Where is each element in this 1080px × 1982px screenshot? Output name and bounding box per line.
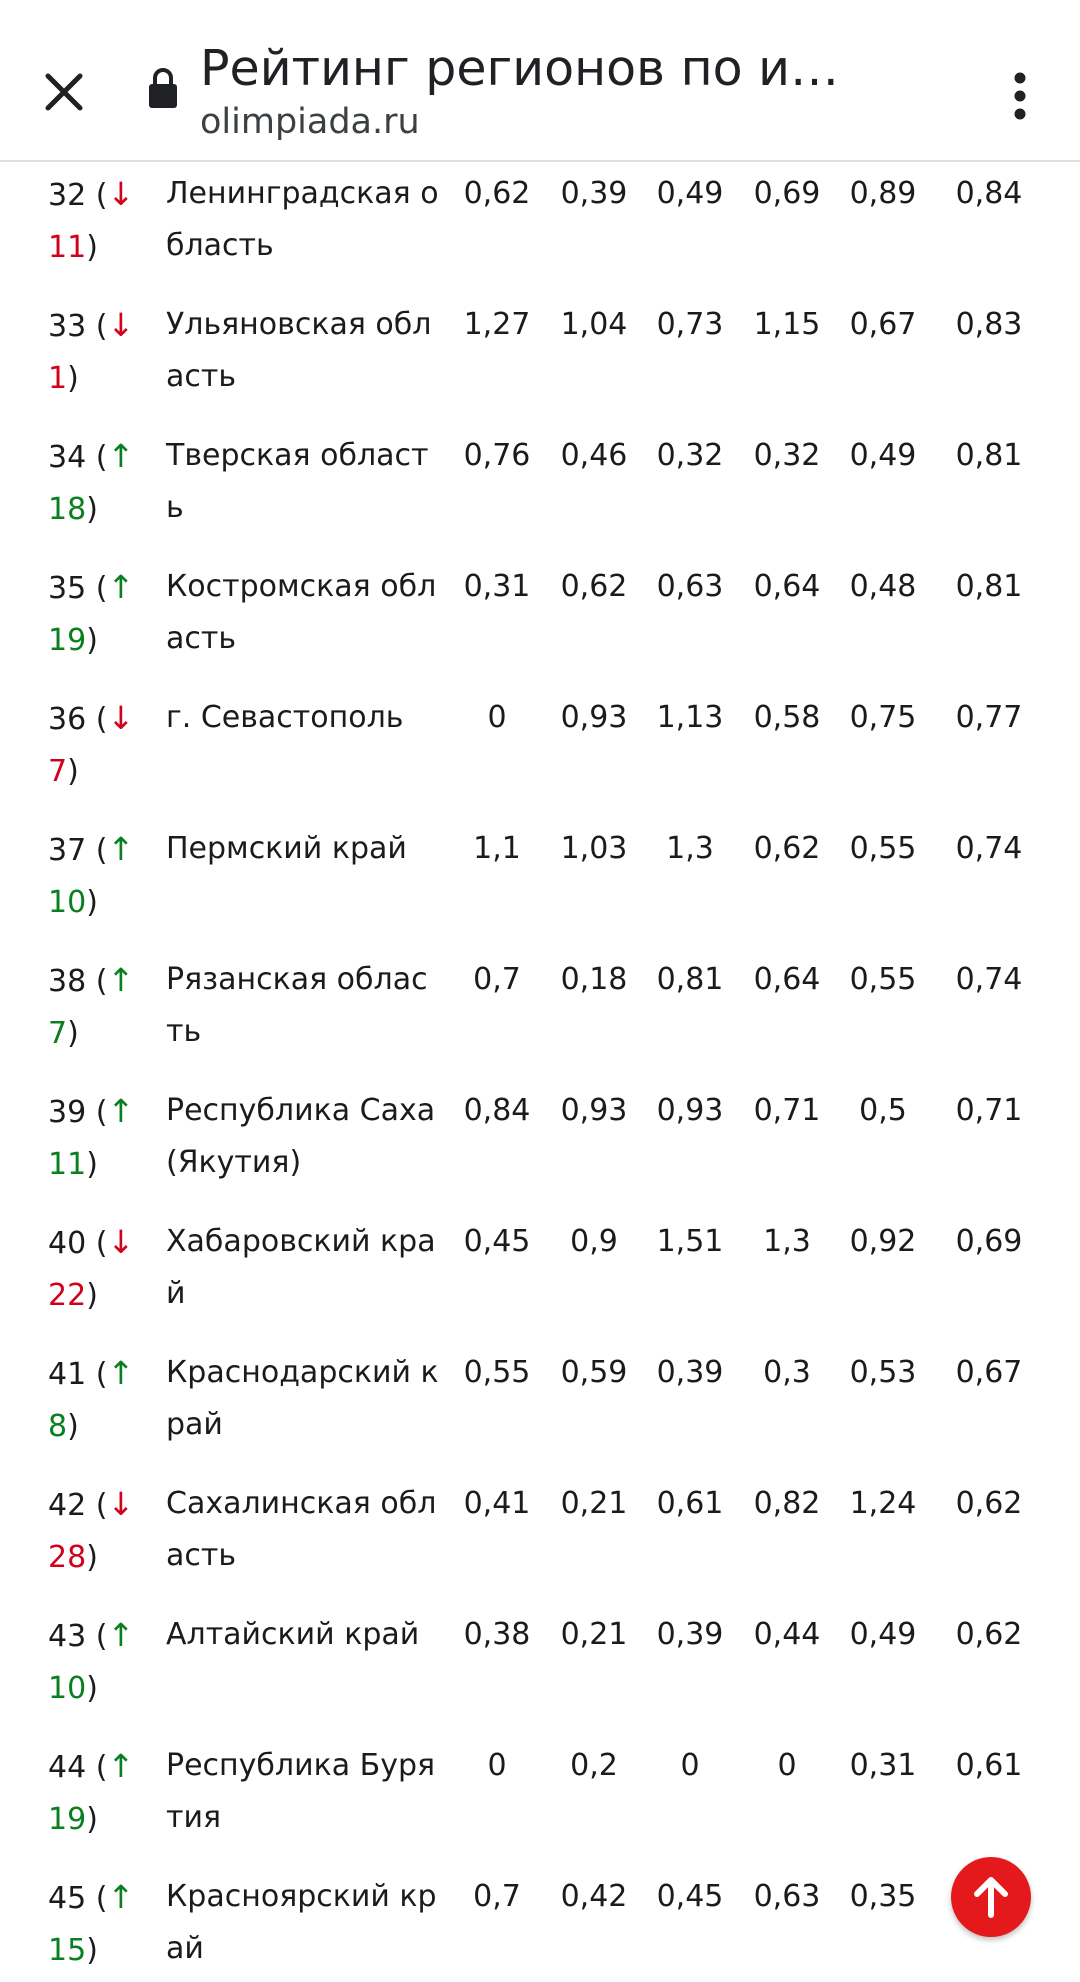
rank-cell: 37 (↑ 10) bbox=[48, 830, 135, 920]
value-cell: 0,45 bbox=[656, 1879, 724, 1914]
rank-number: 36 bbox=[48, 702, 87, 737]
arrow-down-icon: ↓ bbox=[107, 699, 135, 737]
rank-cell: 36 (↓ 7) bbox=[48, 699, 135, 789]
value-cell: 1,24 bbox=[849, 1486, 917, 1521]
value-cell: 0,61 bbox=[955, 1748, 1023, 1783]
rank-change: 22 bbox=[48, 1278, 87, 1313]
value-cell: 0,69 bbox=[753, 176, 821, 211]
rank-number: 43 bbox=[48, 1619, 87, 1654]
value-cell: 0,39 bbox=[560, 176, 628, 211]
value-cell: 0 bbox=[680, 1748, 700, 1783]
region-name: Тверская область bbox=[166, 438, 429, 525]
rank-change: 15 bbox=[48, 1933, 87, 1968]
rank-change: 28 bbox=[48, 1540, 87, 1575]
value-cell: 0,2 bbox=[570, 1748, 618, 1783]
arrow-down-icon: ↓ bbox=[107, 1485, 135, 1523]
value-cell: 1,1 bbox=[473, 831, 521, 866]
rank-number: 45 bbox=[48, 1881, 87, 1916]
rank-number: 42 bbox=[48, 1488, 87, 1523]
value-cell: 0,55 bbox=[849, 962, 917, 997]
value-cell: 1,51 bbox=[656, 1224, 724, 1259]
value-cell: 0,62 bbox=[955, 1486, 1023, 1521]
rank-change: 19 bbox=[48, 623, 87, 658]
rank-cell: 40 (↓ 22) bbox=[48, 1223, 135, 1313]
value-cell: 0,38 bbox=[463, 1617, 531, 1652]
value-cell: 0,32 bbox=[753, 438, 821, 473]
value-cell: 0,61 bbox=[656, 1486, 724, 1521]
value-cell: 0,93 bbox=[560, 700, 628, 735]
value-cell: 0,39 bbox=[656, 1355, 724, 1390]
arrow-up-icon: ↑ bbox=[107, 1354, 135, 1392]
value-cell: 0,21 bbox=[560, 1486, 628, 1521]
table-row bbox=[0, 1734, 1080, 1865]
value-cell: 0,49 bbox=[849, 1617, 917, 1652]
rank-change: 11 bbox=[48, 1147, 87, 1182]
rank-cell: 33 (↓ 1) bbox=[48, 306, 135, 396]
value-cell: 0 bbox=[487, 700, 507, 735]
rank-number: 44 bbox=[48, 1750, 87, 1785]
value-cell: 0,9 bbox=[570, 1224, 618, 1259]
value-cell: 0,89 bbox=[849, 176, 917, 211]
value-cell: 0,83 bbox=[955, 307, 1023, 342]
table-row bbox=[0, 1865, 1080, 1982]
value-cell: 0,81 bbox=[955, 438, 1023, 473]
value-cell: 0,69 bbox=[955, 1224, 1023, 1259]
value-cell: 1,13 bbox=[656, 700, 724, 735]
region-name: Рязанская область bbox=[166, 962, 428, 1049]
value-cell: 0,55 bbox=[463, 1355, 531, 1390]
rank-number: 35 bbox=[48, 571, 87, 606]
region-name: Республика Саха (Якутия) bbox=[166, 1093, 436, 1180]
value-cell: 0,55 bbox=[849, 831, 917, 866]
arrow-up-icon: ↑ bbox=[107, 1092, 135, 1130]
rank-number: 33 bbox=[48, 309, 87, 344]
table-row bbox=[0, 555, 1080, 686]
rank-cell: 32 (↓ 11) bbox=[48, 175, 135, 265]
rank-number: 39 bbox=[48, 1095, 87, 1130]
region-name: Хабаровский край bbox=[166, 1224, 436, 1311]
region-name: Ульяновская область bbox=[166, 307, 432, 394]
value-cell: 0,84 bbox=[463, 1093, 531, 1128]
value-cell: 0,82 bbox=[753, 1486, 821, 1521]
region-name: Костромская область bbox=[166, 569, 437, 656]
arrow-down-icon: ↓ bbox=[107, 1223, 135, 1261]
more-menu-button[interactable] bbox=[1000, 62, 1040, 146]
region-name: Республика Бурятия bbox=[166, 1748, 436, 1835]
value-cell: 0,18 bbox=[560, 962, 628, 997]
table-row bbox=[0, 1079, 1080, 1210]
rank-change: 10 bbox=[48, 1671, 87, 1706]
value-cell: 0,92 bbox=[849, 1224, 917, 1259]
rank-cell: 39 (↑ 11) bbox=[48, 1092, 135, 1182]
table-row bbox=[0, 1210, 1080, 1341]
value-cell: 0,77 bbox=[955, 700, 1023, 735]
rank-cell: 45 (↑ 15) bbox=[48, 1878, 135, 1968]
value-cell: 0 bbox=[487, 1748, 507, 1783]
value-cell: 0,81 bbox=[656, 962, 724, 997]
value-cell: 0,31 bbox=[463, 569, 531, 604]
value-cell: 0,59 bbox=[560, 1355, 628, 1390]
scroll-to-top-button[interactable] bbox=[951, 1857, 1031, 1937]
page-title: Рейтинг регионов по и… bbox=[200, 40, 840, 97]
value-cell: 0,62 bbox=[955, 1617, 1023, 1652]
value-cell: 1,03 bbox=[560, 831, 628, 866]
value-cell: 0,21 bbox=[560, 1617, 628, 1652]
arrow-up-icon: ↑ bbox=[107, 437, 135, 475]
value-cell: 0,49 bbox=[849, 438, 917, 473]
arrow-down-icon: ↓ bbox=[107, 306, 135, 344]
arrow-up-icon: ↑ bbox=[107, 830, 135, 868]
arrow-up-icon: ↑ bbox=[107, 1878, 135, 1916]
rank-number: 37 bbox=[48, 833, 87, 868]
value-cell: 1,04 bbox=[560, 307, 628, 342]
value-cell: 0,93 bbox=[560, 1093, 628, 1128]
rank-number: 38 bbox=[48, 964, 87, 999]
value-cell: 0,71 bbox=[955, 1093, 1023, 1128]
value-cell: 0,7 bbox=[473, 962, 521, 997]
value-cell: 0,63 bbox=[656, 569, 724, 604]
value-cell: 1,15 bbox=[753, 307, 821, 342]
value-cell: 0,71 bbox=[753, 1093, 821, 1128]
region-name: Сахалинская область bbox=[166, 1486, 437, 1573]
value-cell: 0,64 bbox=[753, 962, 821, 997]
value-cell: 0,76 bbox=[463, 438, 531, 473]
arrow-up-icon: ↑ bbox=[107, 961, 135, 999]
rank-change: 8 bbox=[48, 1409, 68, 1444]
close-icon bbox=[34, 62, 94, 122]
rank-number: 41 bbox=[48, 1357, 87, 1392]
value-cell: 0,67 bbox=[955, 1355, 1023, 1390]
arrow-down-icon: ↓ bbox=[107, 175, 135, 213]
value-cell: 0,32 bbox=[656, 438, 724, 473]
value-cell: 0,58 bbox=[753, 700, 821, 735]
table-row bbox=[0, 948, 1080, 1079]
rank-cell: 44 (↑ 19) bbox=[48, 1747, 135, 1837]
value-cell: 0,74 bbox=[955, 831, 1023, 866]
browser-toolbar bbox=[0, 16, 1080, 162]
rank-cell: 42 (↓ 28) bbox=[48, 1485, 135, 1575]
value-cell: 0,49 bbox=[656, 176, 724, 211]
value-cell: 0,35 bbox=[849, 1879, 917, 1914]
table-row bbox=[0, 1341, 1080, 1472]
value-cell: 0,62 bbox=[753, 831, 821, 866]
value-cell: 1,27 bbox=[463, 307, 531, 342]
rank-change: 18 bbox=[48, 492, 87, 527]
value-cell: 0 bbox=[777, 1748, 797, 1783]
rating-table bbox=[0, 162, 1080, 1982]
page-url[interactable]: olimpiada.ru bbox=[200, 102, 420, 142]
table-row bbox=[0, 686, 1080, 817]
value-cell: 0,39 bbox=[656, 1617, 724, 1652]
region-name: Ленинградская область bbox=[166, 176, 439, 263]
rank-cell: 41 (↑ 8) bbox=[48, 1354, 135, 1444]
more-vert-icon bbox=[1000, 62, 1040, 146]
value-cell: 0,5 bbox=[859, 1093, 907, 1128]
value-cell: 0,93 bbox=[656, 1093, 724, 1128]
value-cell: 1,3 bbox=[763, 1224, 811, 1259]
rank-change: 7 bbox=[48, 754, 68, 789]
region-name: Краснодарский край bbox=[166, 1355, 439, 1442]
rank-number: 32 bbox=[48, 178, 87, 213]
value-cell: 0,75 bbox=[849, 700, 917, 735]
value-cell: 0,7 bbox=[473, 1879, 521, 1914]
rank-change: 19 bbox=[48, 1802, 87, 1837]
value-cell: 0,44 bbox=[753, 1617, 821, 1652]
value-cell: 0,62 bbox=[560, 569, 628, 604]
value-cell: 0,63 bbox=[753, 1879, 821, 1914]
rank-cell: 43 (↑ 10) bbox=[48, 1616, 135, 1706]
arrow-up-icon: ↑ bbox=[107, 1616, 135, 1654]
value-cell: 0,64 bbox=[753, 569, 821, 604]
rank-number: 40 bbox=[48, 1226, 87, 1261]
rank-change: 1 bbox=[48, 361, 68, 396]
rank-cell: 34 (↑ 18) bbox=[48, 437, 135, 527]
table-row bbox=[0, 1603, 1080, 1734]
rank-cell: 35 (↑ 19) bbox=[48, 568, 135, 658]
table-row bbox=[0, 817, 1080, 948]
rank-change: 11 bbox=[48, 230, 87, 265]
region-name: г. Севастополь bbox=[166, 700, 404, 735]
rank-change: 10 bbox=[48, 885, 87, 920]
lock-icon bbox=[147, 66, 179, 110]
value-cell: 1,3 bbox=[666, 831, 714, 866]
value-cell: 0,67 bbox=[849, 307, 917, 342]
value-cell: 0,3 bbox=[763, 1355, 811, 1390]
table-row bbox=[0, 293, 1080, 424]
arrow-up-icon: ↑ bbox=[107, 568, 135, 606]
arrow-up-icon bbox=[951, 1857, 1031, 1937]
region-name: Красноярский край bbox=[166, 1879, 437, 1966]
value-cell: 0,31 bbox=[849, 1748, 917, 1783]
arrow-up-icon: ↑ bbox=[107, 1747, 135, 1785]
value-cell: 0,84 bbox=[955, 176, 1023, 211]
rank-cell: 38 (↑ 7) bbox=[48, 961, 135, 1051]
region-name: Пермский край bbox=[166, 831, 407, 866]
table-row bbox=[0, 424, 1080, 555]
rank-number: 34 bbox=[48, 440, 87, 475]
value-cell: 0,74 bbox=[955, 962, 1023, 997]
rank-change: 7 bbox=[48, 1016, 68, 1051]
table-row bbox=[0, 162, 1080, 293]
status-bar bbox=[0, 0, 1080, 16]
value-cell: 0,48 bbox=[849, 569, 917, 604]
table-row bbox=[0, 1472, 1080, 1603]
region-name: Алтайский край bbox=[166, 1617, 420, 1652]
value-cell: 0,42 bbox=[560, 1879, 628, 1914]
value-cell: 0,53 bbox=[849, 1355, 917, 1390]
close-button[interactable] bbox=[34, 62, 94, 122]
value-cell: 0,73 bbox=[656, 307, 724, 342]
value-cell: 0,46 bbox=[560, 438, 628, 473]
value-cell: 0,81 bbox=[955, 569, 1023, 604]
value-cell: 0,62 bbox=[463, 176, 531, 211]
value-cell: 0,45 bbox=[463, 1224, 531, 1259]
value-cell: 0,41 bbox=[463, 1486, 531, 1521]
